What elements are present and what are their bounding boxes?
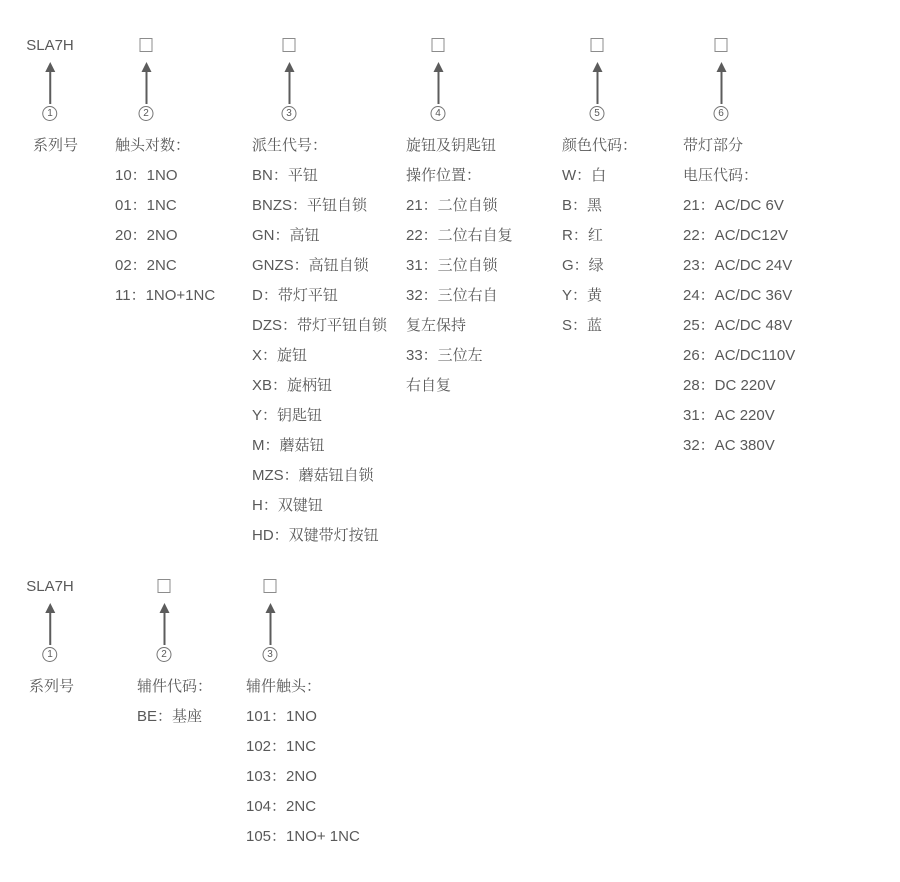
code-line: BNZS：平钮自锁 bbox=[252, 197, 368, 214]
placeholder-box-icon bbox=[264, 579, 277, 593]
placeholder-box-icon bbox=[140, 38, 153, 52]
arrow-up-icon bbox=[44, 62, 56, 104]
circled-index: 6 bbox=[714, 106, 729, 121]
code-line: 102：1NC bbox=[246, 738, 317, 755]
code-line: 104：2NC bbox=[246, 798, 317, 815]
code-line: 带灯部分 bbox=[683, 137, 744, 154]
code-line: 21：AC/DC 6V bbox=[683, 197, 784, 214]
code-line: BE：基座 bbox=[137, 708, 203, 725]
code-line: D：带灯平钮 bbox=[252, 287, 338, 304]
code-line: H：双键钮 bbox=[252, 497, 323, 514]
arrow-up-icon bbox=[715, 62, 727, 104]
code-line: W：白 bbox=[562, 167, 607, 184]
code-line: BN：平钮 bbox=[252, 167, 318, 184]
code-line: X：旋钮 bbox=[252, 347, 308, 364]
code-lines-list bbox=[115, 131, 215, 311]
code-line: 颜色代码： bbox=[562, 137, 638, 154]
code-line: 触头对数： bbox=[115, 137, 191, 154]
section-accessory-model bbox=[0, 541, 900, 882]
marker-series bbox=[26, 577, 74, 662]
circled-index: 3 bbox=[263, 647, 278, 662]
code-line: 派生代号： bbox=[252, 137, 328, 154]
circled-index: 1 bbox=[43, 647, 58, 662]
code-line: MZS：蘑菇钮自锁 bbox=[252, 467, 374, 484]
code-line: 31：三位自锁 bbox=[406, 257, 498, 274]
marker-positions bbox=[431, 36, 446, 121]
circled-index: 2 bbox=[139, 106, 154, 121]
code-line: 31：AC 220V bbox=[683, 407, 775, 424]
code-line: 28：DC 220V bbox=[683, 377, 776, 394]
code-line: 旋钮及钥匙钮 bbox=[406, 137, 497, 154]
circled-index: 5 bbox=[590, 106, 605, 121]
code-line: 10：1NO bbox=[115, 167, 178, 184]
marker-color bbox=[590, 36, 605, 121]
code-lines-list bbox=[562, 131, 637, 341]
code-line: GN：高钮 bbox=[252, 227, 320, 244]
code-line: 24：AC/DC 36V bbox=[683, 287, 793, 304]
circled-index: 1 bbox=[43, 106, 58, 121]
placeholder-box-icon bbox=[283, 38, 296, 52]
code-line: 右自复 bbox=[406, 377, 452, 394]
arrow-up-icon bbox=[158, 603, 170, 645]
marker-series bbox=[26, 36, 74, 121]
code-line: XB：旋柄钮 bbox=[252, 377, 333, 394]
marker-accessory-contacts bbox=[263, 577, 278, 662]
code-line: 22：AC/DC12V bbox=[683, 227, 789, 244]
code-line: 22：二位右自复 bbox=[406, 227, 513, 244]
arrow-up-icon bbox=[591, 62, 603, 104]
code-line: 电压代码： bbox=[683, 167, 759, 184]
placeholder-box-icon bbox=[591, 38, 604, 52]
code-lines-list bbox=[137, 672, 212, 732]
code-lines-list bbox=[406, 131, 513, 401]
code-lines-list bbox=[29, 672, 74, 702]
series-code-text: SLA7H bbox=[26, 36, 74, 54]
code-line: DZS：带灯平钮自锁 bbox=[252, 317, 388, 334]
arrow-up-icon bbox=[264, 603, 276, 645]
placeholder-box-icon bbox=[432, 38, 445, 52]
code-line: HD：双键带灯按钮 bbox=[252, 527, 379, 544]
code-line: 33：三位左 bbox=[406, 347, 483, 364]
code-line: 操作位置： bbox=[406, 167, 482, 184]
code-line: 11：1NO+1NC bbox=[115, 287, 216, 304]
code-line: 103：2NO bbox=[246, 768, 317, 785]
code-line: S：蓝 bbox=[562, 317, 603, 334]
code-lines-list bbox=[683, 131, 795, 461]
code-line: 系列号 bbox=[29, 678, 75, 695]
code-line: GNZS：高钮自锁 bbox=[252, 257, 369, 274]
code-lines-list bbox=[246, 672, 360, 852]
circled-index: 2 bbox=[157, 647, 172, 662]
circled-index: 4 bbox=[431, 106, 446, 121]
code-line: 32：AC 380V bbox=[683, 437, 775, 454]
code-lines-list bbox=[252, 131, 387, 551]
code-line: 系列号 bbox=[33, 137, 79, 154]
code-line: R：红 bbox=[562, 227, 603, 244]
code-line: 105：1NO+ 1NC bbox=[246, 828, 360, 845]
marker-derived bbox=[282, 36, 297, 121]
arrow-up-icon bbox=[432, 62, 444, 104]
code-line: M：蘑菇钮 bbox=[252, 437, 325, 454]
placeholder-box-icon bbox=[715, 38, 728, 52]
code-line: 101：1NO bbox=[246, 708, 317, 725]
code-line: G：绿 bbox=[562, 257, 604, 274]
arrow-up-icon bbox=[283, 62, 295, 104]
code-line: 23：AC/DC 24V bbox=[683, 257, 793, 274]
marker-voltage bbox=[714, 36, 729, 121]
arrow-up-icon bbox=[44, 603, 56, 645]
code-line: 26：AC/DC110V bbox=[683, 347, 796, 364]
series-code-text: SLA7H bbox=[26, 577, 74, 595]
code-line: 辅件触头： bbox=[246, 678, 322, 695]
arrow-up-icon bbox=[140, 62, 152, 104]
code-line: 21：二位自锁 bbox=[406, 197, 498, 214]
code-line: Y：钥匙钮 bbox=[252, 407, 323, 424]
code-line: 辅件代码： bbox=[137, 678, 213, 695]
marker-contacts bbox=[139, 36, 154, 121]
code-line: 32：三位右自 bbox=[406, 287, 498, 304]
placeholder-box-icon bbox=[158, 579, 171, 593]
marker-accessory-code bbox=[157, 577, 172, 662]
code-line: Y：黄 bbox=[562, 287, 603, 304]
code-line: B：黑 bbox=[562, 197, 603, 214]
code-lines-list bbox=[33, 131, 78, 161]
code-line: 02：2NC bbox=[115, 257, 177, 274]
code-line: 25：AC/DC 48V bbox=[683, 317, 793, 334]
code-line: 复左保持 bbox=[406, 317, 467, 334]
circled-index: 3 bbox=[282, 106, 297, 121]
code-line: 01：1NC bbox=[115, 197, 177, 214]
code-line: 20：2NO bbox=[115, 227, 178, 244]
